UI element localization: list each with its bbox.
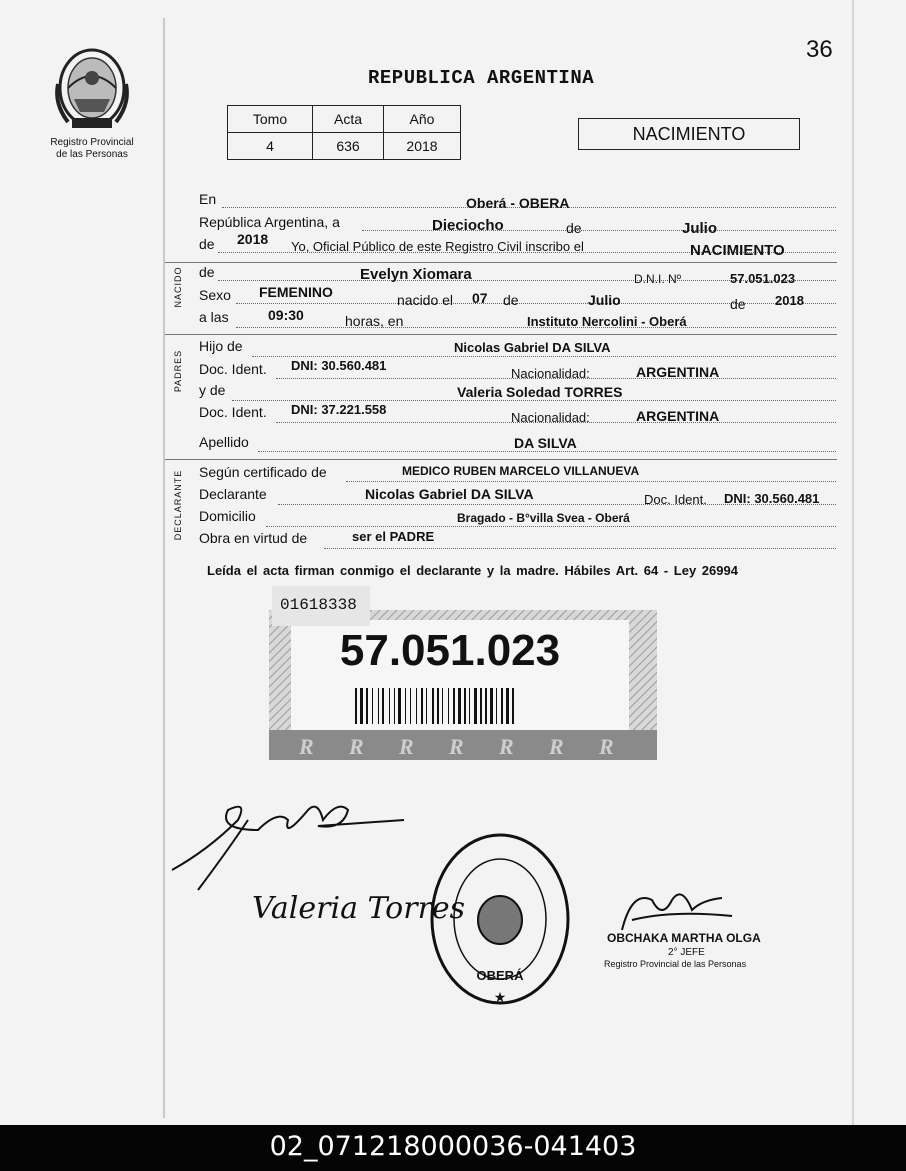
de-label: de (199, 264, 215, 280)
doc-ident-label: Doc. Ident. (199, 404, 267, 420)
a-las-label: a las (199, 309, 229, 325)
barcode-bar (398, 688, 401, 724)
section-divider (165, 334, 837, 335)
mother-nationality-value: ARGENTINA (636, 408, 720, 424)
serial-number: 01618338 (280, 596, 357, 614)
logo-caption: Registro Provincial de las Personas (50, 137, 134, 160)
nacionalidad-label: Nacionalidad: (511, 366, 590, 381)
barcode-bar (442, 688, 443, 724)
de-label: de (730, 296, 746, 312)
barcode-bar (464, 688, 466, 724)
section-label-declarante: DECLARANTE (173, 469, 183, 541)
barcode-bar (416, 688, 417, 724)
barcode-bar (360, 688, 363, 724)
svg-text:R: R (349, 734, 364, 759)
value-acta: 636 (313, 133, 384, 160)
certificate-doctor-value: MEDICO RUBEN MARCELO VILLANUEVA (402, 464, 640, 478)
barcode-bar (490, 688, 493, 724)
father-name-value: Nicolas Gabriel DA SILVA (454, 340, 611, 355)
barcode-bar (421, 688, 423, 724)
barcode-bar (512, 688, 514, 724)
de-label: de (199, 236, 215, 252)
section-label-padres: PADRES (173, 349, 183, 393)
officer-title: 2° JEFE (668, 947, 705, 958)
barcode-bar (382, 688, 384, 724)
dni-value: 57.051.023 (730, 271, 796, 286)
barcode-bar (366, 688, 368, 724)
doc-ident-label: Doc. Ident. (199, 361, 267, 377)
father-doc-value: DNI: 30.560.481 (291, 358, 387, 373)
sex-value: FEMENINO (259, 284, 333, 300)
barcode-bar (496, 688, 497, 724)
registry-seal (428, 830, 572, 1008)
header-acta: Acta (313, 106, 384, 133)
svg-text:R: R (299, 734, 314, 759)
svg-text:R: R (399, 734, 414, 759)
barcode-bar (410, 688, 411, 724)
birth-time-value: 09:30 (268, 307, 304, 323)
year-value: 2018 (237, 231, 269, 247)
surname-value: DA SILVA (514, 435, 577, 451)
serial-label (272, 586, 370, 626)
barcode-bar (501, 688, 503, 724)
mother-signature-text: Valeria Torres (252, 891, 466, 926)
footer-bar (0, 1125, 906, 1171)
mother-signature (250, 880, 466, 930)
section-label-nacido: NACIDO (173, 266, 183, 308)
birth-year-value: 2018 (775, 293, 804, 308)
page-number: 36 (806, 36, 833, 63)
barcode-bar (480, 688, 482, 724)
page-edge (852, 0, 854, 1125)
barcode-bar (458, 688, 461, 724)
mother-name-value: Valeria Soledad TORRES (457, 384, 623, 400)
barcode-bar (405, 688, 406, 724)
svg-text:★: ★ (493, 989, 507, 1005)
record-type-box: NACIMIENTO (578, 118, 800, 150)
section-divider (165, 459, 837, 460)
svg-text:R: R (599, 734, 614, 759)
birth-day-value: 07 (472, 290, 488, 306)
section-divider (165, 262, 837, 263)
hijo-de-label: Hijo de (199, 338, 243, 354)
svg-text:R: R (549, 734, 564, 759)
header-tomo: Tomo (228, 106, 313, 133)
barcode-bar (453, 688, 455, 724)
barcode-bar (474, 688, 477, 724)
event-value: NACIMIENTO (690, 242, 785, 259)
registry-table (227, 105, 461, 160)
segun-certificado-label: Según certificado de (199, 464, 327, 480)
value-tomo: 4 (228, 133, 313, 160)
horas-en-label: horas, en (345, 313, 404, 329)
en-label: En (199, 191, 217, 207)
barcode-bar (426, 688, 427, 724)
nacido-el-label: nacido el (397, 292, 454, 308)
barcode-bar (432, 688, 434, 724)
barcode-bar (437, 688, 439, 724)
oficial-text: Yo, Oficial Público de este Registro Civil inscribo el (291, 239, 584, 254)
barcode-bar (485, 688, 487, 724)
margin-line (163, 18, 165, 1118)
nacionalidad-label: Nacionalidad: (511, 410, 590, 425)
barcode-bar (389, 688, 390, 724)
document-title: REPUBLICA ARGENTINA (368, 67, 595, 89)
father-nationality-value: ARGENTINA (636, 364, 720, 380)
barcode-bar (355, 688, 357, 724)
obra-label: Obra en virtud de (199, 530, 308, 546)
value-anio: 2018 (384, 133, 461, 160)
doc-ident-label: Doc. Ident. (644, 492, 707, 507)
declarant-doc-value: DNI: 30.560.481 (724, 491, 820, 506)
svg-text:R: R (449, 734, 464, 759)
officer-organization: Registro Provincial de las Personas (604, 959, 747, 969)
day-words-value: Dieciocho (432, 217, 504, 234)
barcode-bar (506, 688, 509, 724)
sticker-dni-number: 57.051.023 (339, 626, 561, 675)
dni-label: D.N.I. Nº (634, 272, 682, 286)
barcode-bar (378, 688, 379, 724)
barcode-bar (448, 688, 449, 724)
svg-text:R: R (499, 734, 514, 759)
officer-name: OBCHAKA MARTHA OLGA (607, 931, 761, 945)
header-anio: Año (384, 106, 461, 133)
child-name-value: Evelyn Xiomara (360, 266, 472, 283)
apellido-label: Apellido (199, 434, 249, 450)
barcode-bar (372, 688, 373, 724)
barcode-bar (469, 688, 470, 724)
declarant-name-value: Nicolas Gabriel DA SILVA (365, 486, 534, 502)
sexo-label: Sexo (199, 287, 231, 303)
y-de-label: y de (199, 382, 226, 398)
address-value: Bragado - B°villa Svea - Oberá (457, 511, 630, 525)
de-label: de (503, 292, 519, 308)
birth-place-value: Instituto Nercolini - Oberá (527, 314, 687, 329)
barcode-bar (394, 688, 395, 724)
misiones-coat-of-arms-logo (54, 44, 130, 132)
domicilio-label: Domicilio (199, 508, 256, 524)
obra-value: ser el PADRE (352, 529, 435, 544)
seal-city: OBERÁ (476, 968, 524, 983)
month-value: Julio (682, 220, 718, 237)
footer-document-id: 02_071218000036-041403 (269, 1131, 637, 1162)
location-value: Oberá - OBERA (466, 195, 570, 211)
mother-doc-value: DNI: 37.221.558 (291, 402, 387, 417)
signing-note: Leída el acta firman conmigo el declarante y la madre. Hábiles Art. 64 - Ley 26994 (207, 563, 738, 578)
republica-label: República Argentina, a (199, 214, 340, 230)
birth-month-value: Julio (588, 292, 621, 308)
declarante-label: Declarante (199, 486, 267, 502)
de-label: de (566, 220, 582, 236)
